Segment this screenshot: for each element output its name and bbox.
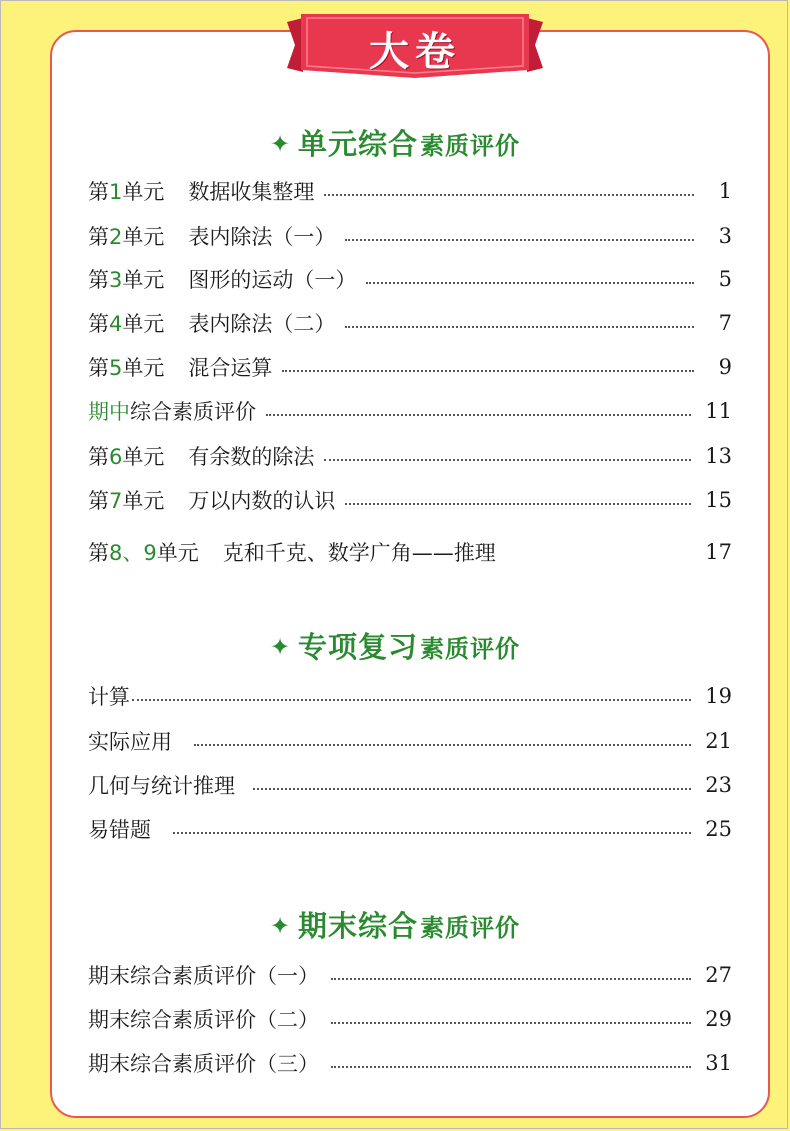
dot-leader — [132, 699, 691, 701]
banner-title: 大卷 — [369, 29, 461, 75]
entry-title: 实际应用 — [88, 730, 172, 754]
section-title-review — [0, 625, 790, 666]
dot-leader — [324, 194, 694, 196]
entry-title: 期中综合素质评价 — [88, 400, 256, 424]
four-point-star-icon: ✦ — [269, 633, 291, 661]
page-number: 11 — [705, 399, 732, 423]
toc-entry[interactable] — [88, 441, 732, 471]
section-title-main: 专项复习 — [298, 630, 419, 664]
entry-title: 混合运算 — [188, 356, 273, 380]
dot-leader — [331, 978, 691, 980]
entry-title: 期末综合素质评价（三） — [88, 1052, 319, 1076]
entry-title: 易错题 — [88, 818, 151, 842]
page-number: 19 — [705, 684, 732, 708]
page-number: 31 — [705, 1051, 732, 1075]
section-title-sub: 素质评价 — [420, 132, 521, 160]
dot-leader — [366, 282, 694, 284]
page-number: 25 — [705, 817, 732, 841]
unit-label: 第2单元 — [88, 225, 165, 249]
unit-label: 第1单元 — [88, 180, 165, 204]
entry-title: 有余数的除法 — [188, 445, 315, 469]
entry-title: 几何与统计推理 — [88, 774, 235, 798]
page-number: 29 — [705, 1007, 732, 1031]
toc-entry[interactable] — [88, 726, 732, 756]
page-number: 1 — [718, 179, 732, 203]
page-number: 5 — [718, 267, 732, 291]
dot-leader — [173, 832, 691, 834]
unit-label: 第3单元 — [88, 268, 165, 292]
dot-leader — [345, 326, 694, 328]
toc-entry[interactable] — [88, 176, 732, 206]
unit-label: 第4单元 — [88, 312, 165, 336]
dot-leader — [331, 1066, 691, 1068]
page-number: 3 — [718, 224, 732, 248]
unit-label: 第7单元 — [88, 489, 165, 513]
entry-title: 克和千克、数学广角——推理 — [222, 541, 496, 565]
dot-leader — [194, 744, 691, 746]
page-number: 15 — [705, 488, 732, 512]
toc-entry[interactable] — [88, 770, 732, 800]
toc-entry[interactable] — [88, 264, 732, 294]
dot-leader — [345, 503, 691, 505]
toc-entry[interactable] — [88, 537, 732, 567]
toc-entry[interactable] — [88, 1048, 732, 1078]
entry-title: 期末综合素质评价（二） — [88, 1008, 319, 1032]
page-number: 9 — [718, 355, 732, 379]
unit-label: 第6单元 — [88, 445, 165, 469]
entry-title: 万以内数的认识 — [188, 489, 336, 513]
entry-title: 期末综合素质评价（一） — [88, 964, 319, 988]
title-banner — [287, 14, 543, 78]
page-number: 23 — [705, 773, 732, 797]
toc-entry[interactable] — [88, 681, 732, 711]
dot-leader — [324, 459, 691, 461]
toc-entry[interactable] — [88, 485, 732, 515]
toc-entry[interactable] — [88, 960, 732, 990]
toc-entry[interactable] — [88, 352, 732, 382]
dot-leader — [253, 788, 691, 790]
page-number: 27 — [705, 963, 732, 987]
section-title-main: 单元综合 — [298, 127, 419, 161]
toc-entry[interactable] — [88, 308, 732, 338]
dot-leader — [282, 370, 694, 372]
four-point-star-icon: ✦ — [269, 130, 291, 158]
dot-leader — [345, 239, 694, 241]
entry-title: 表内除法（一） — [188, 225, 336, 249]
section-title-sub: 素质评价 — [420, 635, 521, 663]
section-title-unit — [0, 122, 790, 163]
page-number: 7 — [718, 311, 732, 335]
entry-title: 数据收集整理 — [188, 180, 315, 204]
page-number: 13 — [705, 444, 732, 468]
unit-label: 第8、9单元 — [88, 541, 199, 565]
unit-label: 第5单元 — [88, 356, 165, 380]
section-title-final — [0, 904, 790, 945]
page-number: 21 — [705, 729, 732, 753]
toc-entry[interactable] — [88, 221, 732, 251]
section-title-main: 期末综合 — [298, 909, 419, 943]
page-number: 17 — [705, 540, 732, 564]
dot-leader — [331, 1022, 691, 1024]
toc-entry-midterm[interactable] — [88, 396, 732, 426]
toc-entry[interactable] — [88, 814, 732, 844]
dot-leader — [266, 414, 691, 416]
four-point-star-icon: ✦ — [269, 912, 291, 940]
section-title-sub: 素质评价 — [420, 914, 521, 942]
toc-entry[interactable] — [88, 1004, 732, 1034]
entry-title: 计算 — [88, 685, 130, 709]
entry-title: 图形的运动（一） — [188, 268, 357, 292]
entry-title: 表内除法（二） — [188, 312, 336, 336]
